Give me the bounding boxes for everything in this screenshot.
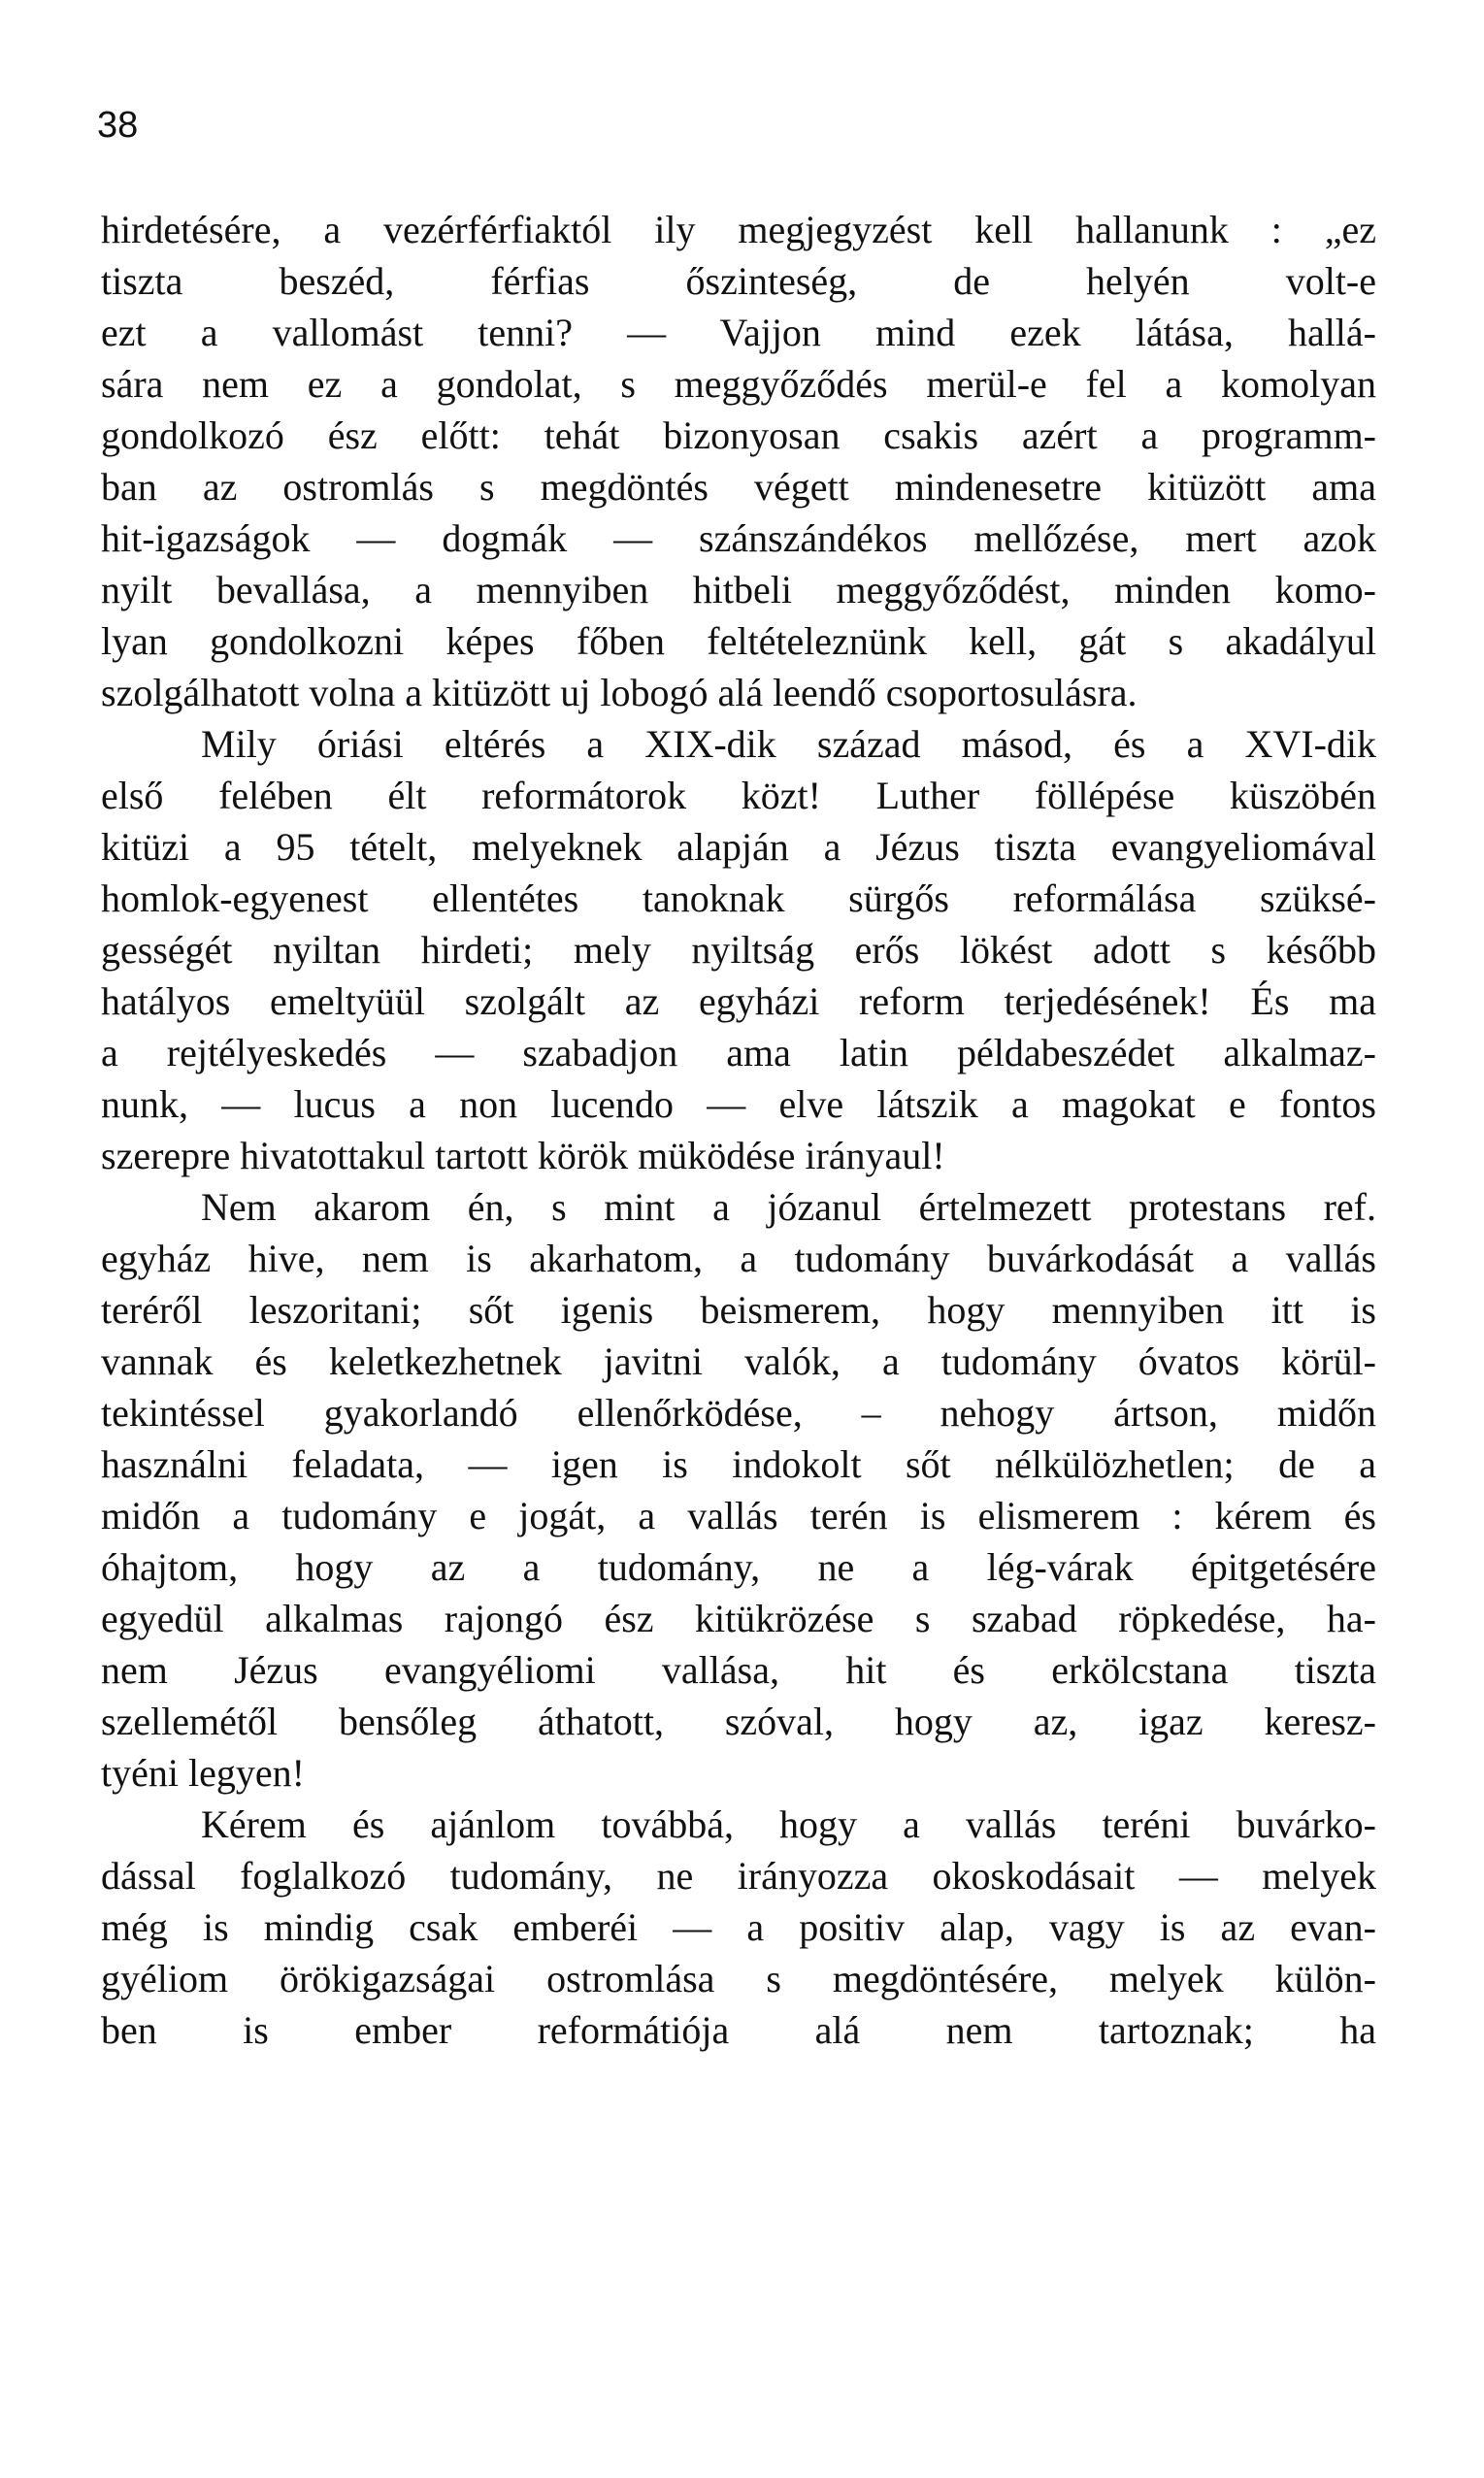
text-line: tyéni legyen! <box>101 1751 305 1795</box>
text-line: használni feladata, — igen is indokolt sőt nélkülözhetlen; de a <box>101 1442 1376 1486</box>
text-line: nyilt bevallása, a mennyiben hitbeli meggyőződést, minden komo- <box>101 568 1376 611</box>
text-line: szellemétől bensőleg áthatott, szóval, hogy az, igaz keresz- <box>101 1700 1376 1743</box>
text-line: még is mindig csak emberéi — a positiv alap, vagy is az evan- <box>101 1905 1376 1949</box>
body-text <box>101 204 1376 2056</box>
text-line: teréről leszoritani; sőt igenis beismerem, hogy mennyiben itt is <box>101 1288 1376 1332</box>
text-line: hirdetésére, a vezérférfiaktól ily megjegyzést kell hallanunk : „ez <box>101 208 1376 251</box>
text-line: kitüzi a 95 tételt, melyeknek alapján a Jézus tiszta evangyeliomával <box>101 825 1376 869</box>
text-line: gességét nyiltan hirdeti; mely nyiltság erős lökést adott s később <box>101 928 1376 972</box>
text-line: nunk, — lucus a non lucendo — elve látszik a magokat e fontos <box>101 1082 1376 1126</box>
text-line: sára nem ez a gondolat, s meggyőződés merül-e fel a komolyan <box>101 362 1376 406</box>
text-line: lyan gondolkozni képes főben feltételeznünk kell, gát s akadályul <box>101 619 1376 663</box>
text-line: dással foglalkozó tudomány, ne irányozza okoskodásait — melyek <box>101 1854 1376 1898</box>
text-line: egyedül alkalmas rajongó ész kitükrözése s szabad röpkedése, ha- <box>101 1597 1376 1640</box>
text-line: ban az ostromlás s megdöntés végett mindenesetre kitüzött ama <box>101 465 1376 509</box>
text-line: vannak és keletkezhetnek javitni valók, a tudomány óvatos körül- <box>101 1339 1376 1383</box>
text-line: tiszta beszéd, férfias őszinteség, de helyén volt-e <box>101 259 1376 303</box>
page-number: 38 <box>97 105 139 146</box>
text-line: gondolkozó ész előtt: tehát bizonyosan csakis azért a programm- <box>101 413 1376 457</box>
text-line: a rejtélyeskedés — szabadjon ama latin példabeszédet alkalmaz- <box>101 1031 1376 1074</box>
text-line: Kérem és ajánlom továbbá, hogy a vallás teréni buvárko- <box>201 1802 1376 1846</box>
text-line: tekintéssel gyakorlandó ellenőrködése, – nehogy ártson, midőn <box>101 1391 1376 1435</box>
text-line: ezt a vallomást tenni? — Vajjon mind ezek látása, hallá- <box>101 311 1376 354</box>
text-line: egyház hive, nem is akarhatom, a tudomány buvárkodását a vallás <box>101 1237 1376 1280</box>
text-line: nem Jézus evangyéliomi vallása, hit és erkölcstana tiszta <box>101 1648 1376 1692</box>
text-line: Nem akarom én, s mint a józanul értelmezett protestans ref. <box>201 1185 1376 1229</box>
text-line: hit-igazságok — dogmák — szánszándékos mellőzése, mert azok <box>101 516 1376 560</box>
text-line: szolgálhatott volna a kitüzött uj lobogó alá leendő csoportosulásra. <box>101 671 1138 714</box>
text-line: ben is ember reformátiója alá nem tartoznak; ha <box>101 2008 1376 2052</box>
text-line: óhajtom, hogy az a tudomány, ne a lég-várak épitgetésére <box>101 1545 1376 1589</box>
text-line: Mily óriási eltérés a XIX-dik század másod, és a XVI-dik <box>201 722 1376 766</box>
text-line: szerepre hivatottakul tartott körök müködése irányaul! <box>101 1134 945 1177</box>
text-line: első felében élt reformátorok közt! Luther föllépése küszöbén <box>101 774 1376 817</box>
text-line: gyéliom örökigazságai ostromlása s megdöntésére, melyek külön- <box>101 1957 1376 2000</box>
text-line: midőn a tudomány e jogát, a vallás terén is elismerem : kérem és <box>101 1494 1376 1537</box>
text-line: hatályos emeltyüül szolgált az egyházi reform terjedésének! És ma <box>101 979 1376 1023</box>
text-line: homlok-egyenest ellentétes tanoknak sürgős reformálása szüksé- <box>101 876 1376 920</box>
